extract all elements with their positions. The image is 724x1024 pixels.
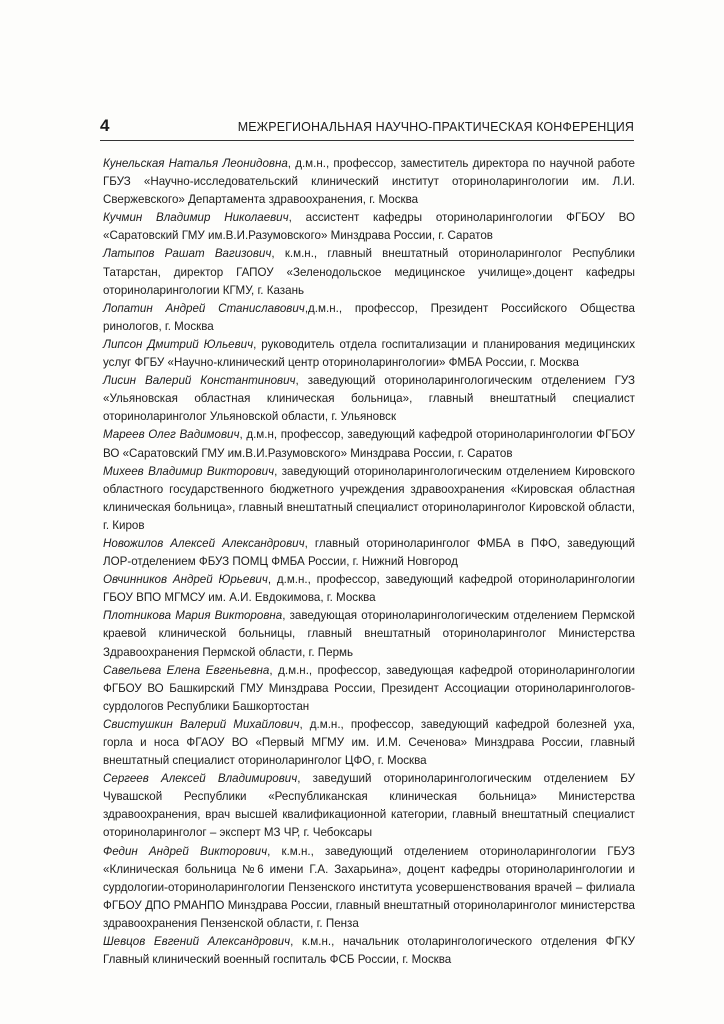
person-description: , заведующая оториноларингологическим отделением Пермской краевой клинической больницы, главный внештатный оториноларинголог Министерства Здравоохранения Пермской области, г. Пермь	[103, 609, 636, 659]
person-name: Свистушкин Валерий Михайлович	[103, 717, 300, 731]
person-name: Мареев Олег Вадимович	[103, 428, 240, 442]
list-item	[103, 770, 635, 842]
list-item	[103, 463, 635, 535]
list-item	[103, 155, 635, 209]
list-item	[103, 716, 635, 770]
person-description: ,д.м.н., профессор, Президент Российского Общества ринологов, г. Москва	[103, 301, 635, 333]
person-name: Кучмин Владимир Николаевич	[103, 211, 289, 225]
person-name: Овчинников Андрей Юрьевич	[103, 573, 268, 587]
person-description: , заведующий оториноларингологическим отделением Кировского областного государственного бюджетного учреждения здравоохранения «Кировская областная клиническая больница», главный внештатный специалист оториноларинголог Кировской области, г. Киров	[103, 464, 635, 532]
person-description: , д.м.н., профессор, заведующий кафедрой оториноларингологии ГБОУ ВПО МГМСУ им. А.И. Евдокимова, г. Москва	[103, 573, 635, 605]
person-name: Кунельская Наталья Леонидовна	[103, 157, 288, 170]
list-item	[103, 662, 635, 716]
header-divider	[100, 140, 634, 141]
list-item	[103, 245, 635, 299]
running-header-title: МЕЖРЕГИОНАЛЬНАЯ НАУЧНО-ПРАКТИЧЕСКАЯ КОНФЕРЕНЦИЯ	[237, 120, 634, 134]
person-description: , д.м.н., профессор, заместитель директора по научной работе ГБУЗ «Научно-исследовательский клинический институт оториноларингологии им. Л.И. Свержевского» Департамента здравоохранения, г. Москва	[103, 157, 635, 207]
list-item	[103, 933, 635, 969]
person-name: Михеев Владимир Викторович	[103, 464, 275, 478]
person-name: Шевцов Евгений Александрович	[103, 935, 291, 949]
person-description: , главный оториноларинголог ФМБА в ПФО, заведующий ЛОР-отделением ФБУЗ ПОМЦ ФМБА России, г. Нижний Новгород	[103, 536, 636, 569]
list-item	[103, 571, 635, 607]
person-description: , д.м.н, профессор, заведующий кафедрой оториноларингологии ФГБОУ ВО «Саратовский ГМУ им.В.И.Разумовского» Минздрава России, г. Саратов	[103, 428, 635, 460]
person-description: , к.м.н., начальник отоларингологического отделения ФГКУ Главный клинический военный госпиталь ФСБ России, г. Москва	[103, 935, 635, 967]
person-description: , д.м.н., профессор, заведующая кафедрой оториноларингологии ФГБОУ ВО Башкирский ГМУ Минздрава России, Президент Ассоциации оториноларингологов-сурдологов Республики Башкортостан	[103, 663, 635, 713]
person-description: , заведуший оториноларингологическим отделением БУ Чувашской Республики «Республиканская клиническая больница» Министерства здравоохранения, врач высшей квалификационной категории, главный внештатный специалист оториноларинголог – эксперт МЗ ЧР, г. Чебоксары	[103, 772, 636, 840]
person-description: , ассистент кафедры оториноларингологии ФГБОУ ВО «Саратовский ГМУ им.В.И.Разумовского» Минздрава России, г. Саратов	[103, 211, 635, 243]
list-item	[103, 372, 635, 426]
person-name: Плотникова Мария Викторовна	[103, 609, 283, 623]
person-name: Федин Андрей Викторович	[103, 844, 268, 858]
person-name: Латыпов Рашат Вагизович	[103, 247, 272, 261]
person-name: Савельева Елена Евгеньевна	[103, 663, 270, 677]
person-description: , д.м.н., профессор, заведующий кафедрой болезней уха, горла и носа ФГАОУ ВО «Первый МГМУ им. И.М. Сеченова» Минздрава России, главный внештатный специалист оториноларинголог ЦФО, г. Москва	[103, 717, 635, 768]
person-name: Новожилов Алексей Александрович	[103, 536, 305, 550]
person-description: , к.м.н., главный внештатный оториноларинголог Республики Татарстан, директор ГАПОУ «Зеленодольское медицинское училище»,доцент кафедры оториноларингологии КГМУ, г. Казань	[103, 247, 635, 297]
participants-list	[103, 155, 635, 969]
person-description: , заведующий оториноларингологическим отделением ГУЗ «Ульяновская областная клиническая больница», главный внештатный специалист оториноларинголог Ульяновской области, г. Ульяновск	[103, 374, 635, 424]
list-item	[103, 336, 635, 372]
page-number: 4	[100, 116, 110, 135]
person-name: Лисин Валерий Константинович	[103, 374, 296, 388]
person-description: , руководитель отдела госпитализации и планирования медицинских услуг ФГБУ «Научно-клинический центр оториноларингологии» ФМБА России, г. Москва	[103, 337, 635, 370]
person-name: Лопатин Андрей Станиславович	[103, 301, 305, 315]
person-description: , к.м.н., заведующий отделением оториноларингологии ГБУЗ «Клиническая больница №6 имени Г.А. Захарьина», доцент кафедры оториноларингологии и сурдологии-оториноларингологии Пензенского института усовершенствования врачей – филиала ФГБОУ ДПО РМАНПО Минздрава России, главный внештатный оториноларинголог министерства здравоохранения Пензенской области, г. Пенза	[103, 844, 635, 930]
list-item	[103, 209, 635, 245]
list-item	[103, 426, 635, 462]
list-item	[103, 843, 635, 933]
person-name: Липсон Дмитрий Юльевич	[103, 337, 254, 351]
list-item	[103, 300, 635, 336]
list-item	[103, 535, 635, 571]
list-item	[103, 607, 635, 661]
person-name: Сергеев Алексей Владимирович	[103, 772, 298, 786]
